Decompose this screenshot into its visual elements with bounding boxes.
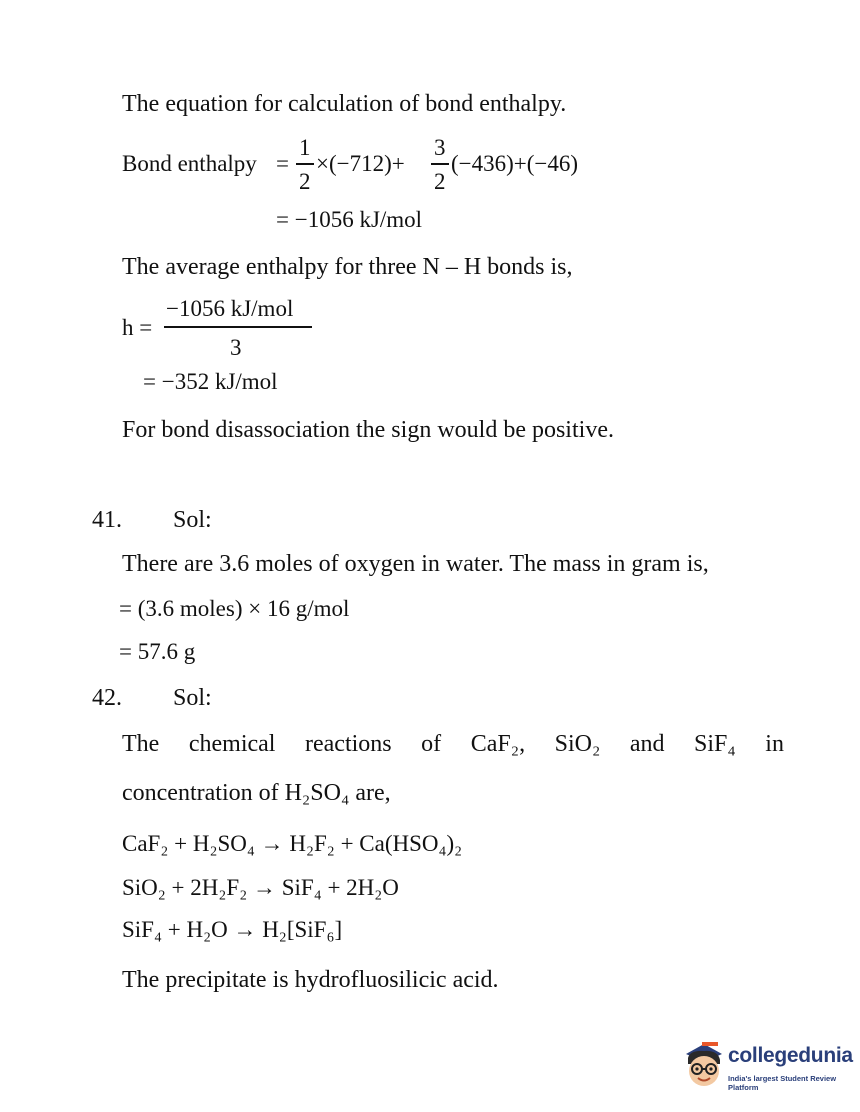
equals-sign: = (276, 151, 289, 176)
h-numerator: −1056 kJ/mol (166, 296, 294, 321)
q41-number: 41. (92, 507, 122, 533)
q42-word: CaF₂, (470, 731, 526, 757)
q42-word: SiF₄ (694, 731, 736, 757)
q42-word: reactions (305, 731, 392, 757)
q42-word: and (629, 731, 665, 757)
logo-tagline: India's largest Student Review Platform (728, 1074, 837, 1092)
term-2: (−436)+(−46) (451, 151, 579, 176)
bond-enthalpy-result: = −1056 kJ/mol (276, 207, 423, 232)
fraction-1-numerator: 1 (299, 135, 311, 160)
q42-line-1 (122, 731, 784, 758)
term-1: ×(−712)+ (316, 151, 405, 176)
average-text: The average enthalpy for three N – H bonds is, (122, 254, 573, 280)
collegedunia-logo (680, 1038, 853, 1098)
q42-line-2: concentration of H₂SO₄ are, (122, 780, 391, 806)
q42-word: chemical (188, 731, 276, 757)
q42-conclusion: The precipitate is hydrofluosilicic acid. (122, 967, 499, 993)
student-mascot-icon (680, 1038, 726, 1096)
h-variable: h = (122, 315, 153, 340)
fraction-2-numerator: 3 (434, 135, 446, 160)
fraction-2-denominator: 2 (434, 169, 446, 194)
fraction-1-bar (296, 163, 314, 165)
h-denominator: 3 (230, 335, 242, 360)
logo-brand: collegedunia (728, 1044, 853, 1067)
sign-note: For bond disassociation the sign would be positive. (122, 417, 614, 443)
q41-line-1: = (3.6 moles) × 16 g/mol (119, 596, 350, 621)
q42-sol: Sol: (173, 685, 212, 711)
h-result: = −352 kJ/mol (143, 369, 278, 394)
bond-enthalpy-label: Bond enthalpy (122, 151, 257, 176)
q42-word: of (421, 731, 442, 757)
q42-word: The (122, 731, 160, 757)
q42-number: 42. (92, 685, 122, 711)
fraction-1-denominator: 2 (299, 169, 311, 194)
h-fraction-bar (164, 326, 312, 328)
q41-sol: Sol: (173, 507, 212, 533)
q41-line-2: = 57.6 g (119, 639, 196, 664)
reaction-3: SiF₄ + H₂O → H₂[SiF₆] (122, 917, 343, 942)
reaction-2: SiO₂ + 2H₂F₂ → SiF₄ + 2H₂O (122, 875, 399, 900)
q41-text: There are 3.6 moles of oxygen in water. The mass in gram is, (122, 551, 709, 577)
reaction-1: CaF₂ + H₂SO₄ → H₂F₂ + Ca(HSO₄)₂ (122, 831, 463, 856)
fraction-2-bar (431, 163, 449, 165)
intro-text: The equation for calculation of bond enthalpy. (122, 91, 567, 117)
q42-word: in (765, 731, 784, 757)
q42-word: SiO₂ (554, 731, 601, 757)
